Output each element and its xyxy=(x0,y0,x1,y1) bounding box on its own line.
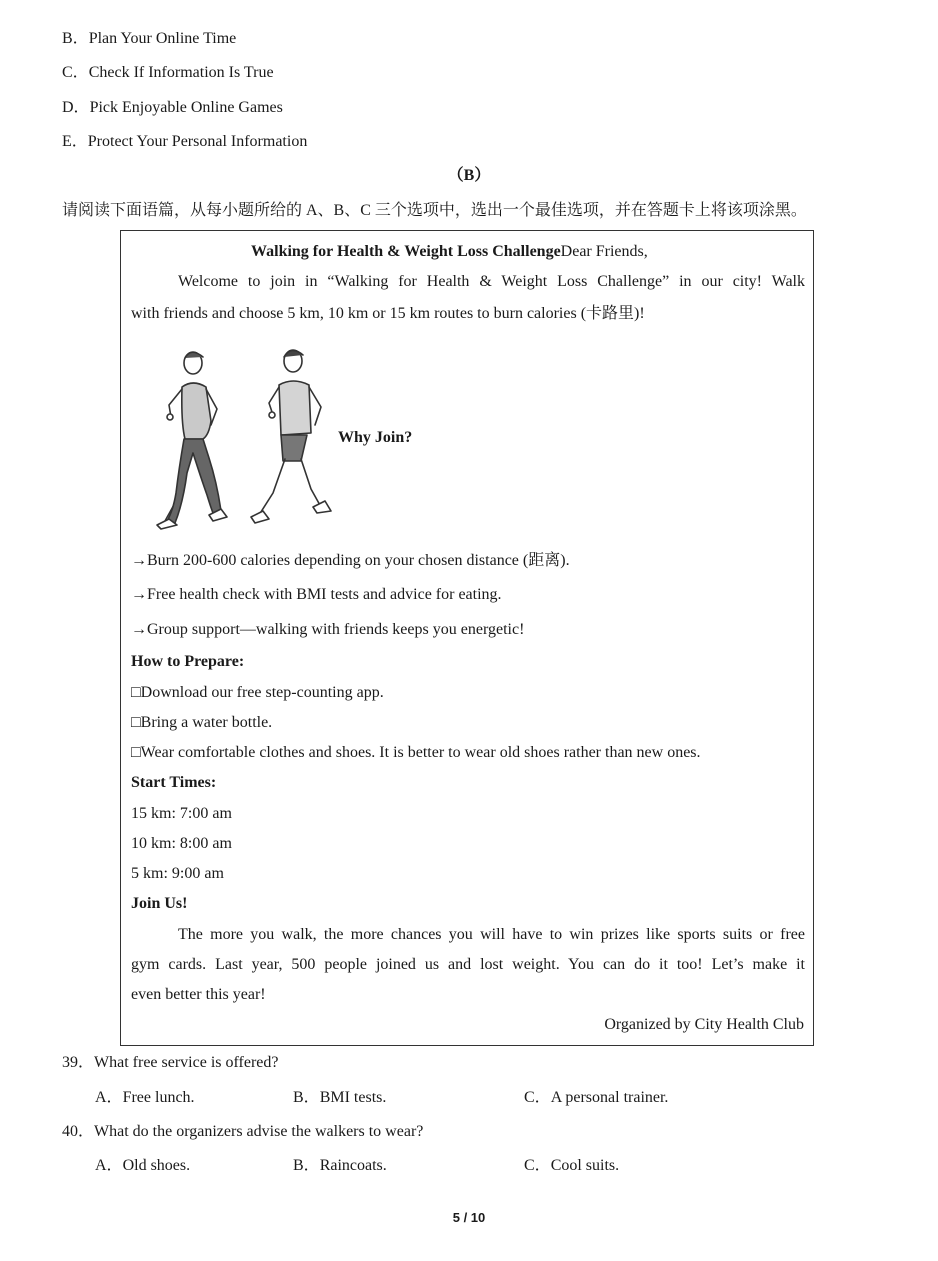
start-times-heading: Start Times: xyxy=(131,774,217,791)
passage-box xyxy=(120,230,814,1046)
choice-letter: A． xyxy=(95,1157,123,1174)
choice-letter: A． xyxy=(95,1089,123,1106)
option-text: Pick Enjoyable Online Games xyxy=(89,99,283,116)
page-number: 5 / 10 xyxy=(452,1210,486,1225)
instruction-text: 请阅读下面语篇，从每小题所给的 A、B、C 三个选项中，选出一个最佳选项，并在答题卡上将该项涂黑。 xyxy=(62,202,807,219)
organizer-credit: Organized by City Health Club xyxy=(604,1016,804,1033)
why-join-heading: Why Join? xyxy=(338,429,413,446)
start-time-item: 10 km: 8:00 am xyxy=(131,835,232,852)
choice-letter: B． xyxy=(293,1157,320,1174)
option-b xyxy=(62,29,236,49)
option-c xyxy=(62,63,274,83)
option-letter: D． xyxy=(62,99,90,116)
prepare-item: □Wear comfortable clothes and shoes. It is better to wear old shoes rather than new ones. xyxy=(131,744,701,761)
choice-40-c[interactable] xyxy=(524,1156,619,1176)
choice-39-b[interactable] xyxy=(293,1088,386,1108)
join-line-1: The more you walk, the more chances you will have to win prizes like sports suits or free xyxy=(178,926,805,943)
prepare-item: □Bring a water bottle. xyxy=(131,714,273,731)
choice-text: BMI tests. xyxy=(319,1089,387,1106)
question-40 xyxy=(62,1122,423,1142)
option-text: Plan Your Online Time xyxy=(88,30,237,47)
passage-greeting: Dear Friends, xyxy=(560,243,648,260)
benefit-item: →Free health check with BMI tests and advice for eating. xyxy=(131,586,502,603)
question-number: 40． xyxy=(62,1123,95,1140)
join-line-3: even better this year! xyxy=(131,986,266,1003)
choice-letter: C． xyxy=(524,1157,551,1174)
join-heading: Join Us! xyxy=(131,895,188,912)
prepare-heading: How to Prepare: xyxy=(131,653,245,670)
choice-text: Cool suits. xyxy=(550,1157,620,1174)
intro-line-1: Welcome to join in “Walking for Health & Weight Loss Challenge” in our city! Walk xyxy=(178,273,805,290)
choice-letter: B． xyxy=(293,1089,320,1106)
choice-39-a[interactable] xyxy=(95,1088,195,1108)
prepare-item: □Download our free step-counting app. xyxy=(131,684,384,701)
option-e xyxy=(62,132,307,152)
passage-title-line xyxy=(251,242,648,262)
option-letter: E． xyxy=(62,133,88,150)
choice-text: Free lunch. xyxy=(122,1089,195,1106)
option-letter: B． xyxy=(62,30,89,47)
question-number: 39． xyxy=(62,1054,95,1071)
option-text: Check If Information Is True xyxy=(88,64,274,81)
intro-line-2: with friends and choose 5 km, 10 km or 15 km routes to burn calories (卡路里)! xyxy=(131,305,645,322)
option-text: Protect Your Personal Information xyxy=(87,133,308,150)
start-time-item: 15 km: 7:00 am xyxy=(131,805,232,822)
question-text: What do the organizers advise the walkers to wear? xyxy=(94,1123,424,1140)
option-letter: C． xyxy=(62,64,89,81)
choice-letter: C． xyxy=(524,1089,551,1106)
choice-40-a[interactable] xyxy=(95,1156,190,1176)
section-label: （B） xyxy=(447,167,491,184)
join-line-2: gym cards. Last year, 500 people joined us and lost weight. You can do it too! Let’s make it xyxy=(131,956,805,973)
benefit-item: →Burn 200-600 calories depending on your chosen distance (距离). xyxy=(131,552,570,569)
benefit-item: →Group support—walking with friends keeps you energetic! xyxy=(131,621,525,638)
start-time-item: 5 km: 9:00 am xyxy=(131,865,224,882)
walkers-illustration xyxy=(151,343,341,538)
choice-40-b[interactable] xyxy=(293,1156,387,1176)
choice-text: Raincoats. xyxy=(319,1157,387,1174)
option-d xyxy=(62,98,283,118)
question-39 xyxy=(62,1053,279,1073)
choice-text: Old shoes. xyxy=(122,1157,191,1174)
choice-39-c[interactable] xyxy=(524,1088,668,1108)
choice-text: A personal trainer. xyxy=(550,1089,669,1106)
passage-title: Walking for Health & Weight Loss Challenge xyxy=(251,243,561,260)
question-text: What free service is offered? xyxy=(94,1054,279,1071)
